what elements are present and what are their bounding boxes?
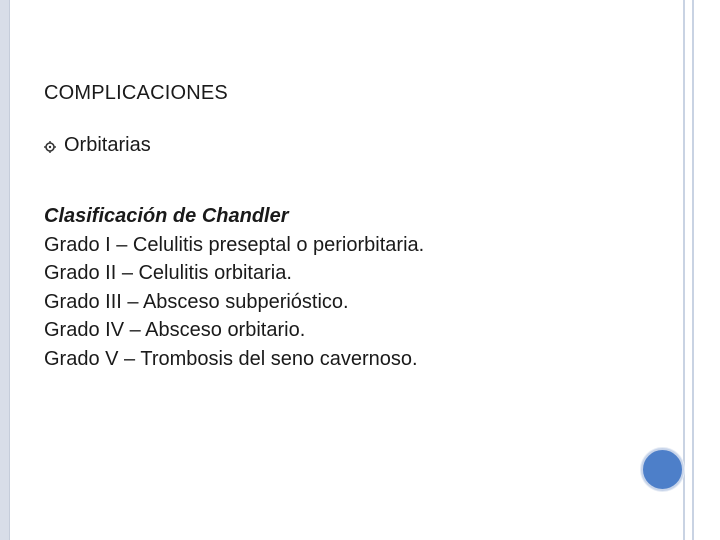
right-line — [692, 0, 694, 540]
grade-line: Grado III – Absceso subperióstico. — [44, 290, 349, 313]
classification-block — [44, 202, 424, 373]
right-decorative-lines — [683, 0, 713, 540]
gear-bullet-icon — [44, 140, 56, 152]
bullet-item — [44, 134, 151, 157]
grade-line: Grado I – Celulitis preseptal o periorbitaria. — [44, 233, 425, 256]
grade-line: Grado IV – Absceso orbitario. — [44, 319, 306, 341]
left-decorative-bar — [0, 0, 10, 540]
bullet-text: Orbitarias — [64, 134, 151, 156]
grade-line: Grado V – Trombosis del seno cavernoso. — [44, 347, 418, 370]
classification-heading: Clasificación de Chandler — [44, 205, 289, 227]
slide-title: COMPLICACIONES — [44, 82, 228, 104]
grade-line: Grado II – Celulitis orbitaria. — [44, 262, 292, 284]
right-line — [683, 0, 685, 540]
decorative-circle — [641, 448, 684, 491]
